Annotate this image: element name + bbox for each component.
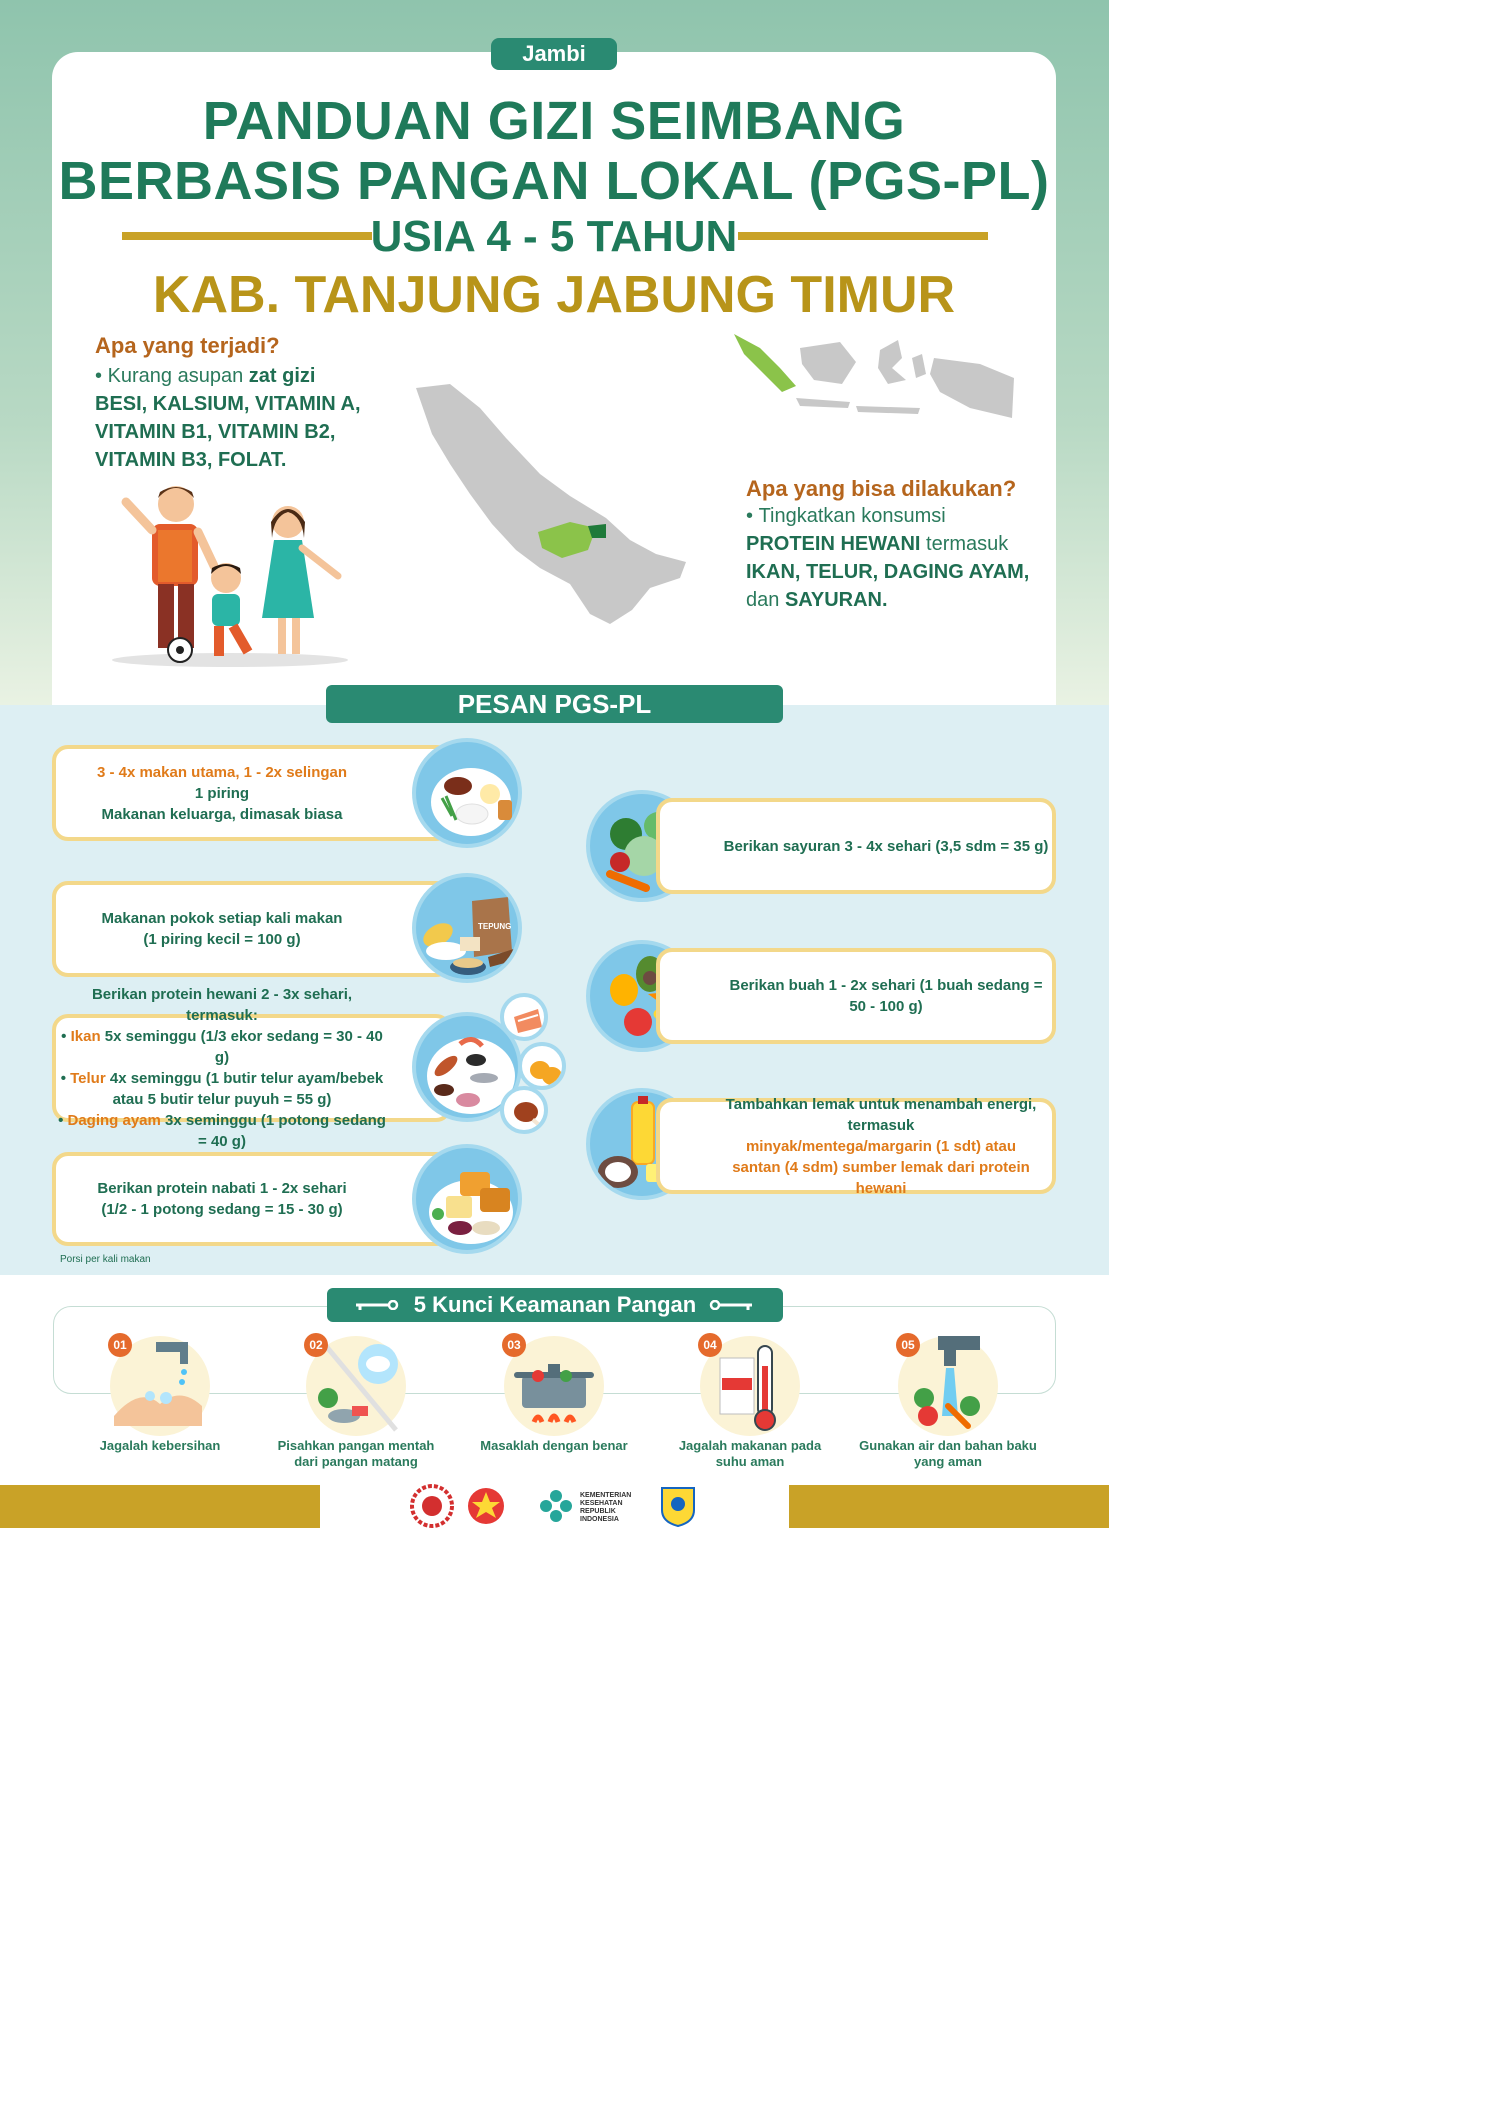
kemenkes-text [580,1492,631,1524]
message-pokok [52,881,452,977]
footer-band-left [0,1485,320,1528]
message-lemak [656,1095,1056,1197]
tepung-label: TEPUNG [478,922,512,931]
staple-food-icon [412,873,522,983]
key-icon-left [356,1300,400,1310]
kunci-label-2 [266,1438,446,1470]
kemenkes-line-4: INDONESIA [580,1516,619,1523]
message-buah [656,948,1056,1044]
kunci-num-1: 01 [108,1333,132,1357]
kemenkes-line-1: KEMENTERIAN [580,1492,632,1499]
action-text [746,502,1036,614]
kunci-num-2: 02 [304,1333,328,1357]
action-highlight-2: IKAN, TELUR, DAGING AYAM, [746,561,1030,583]
message-pokok-line2: (1 piring kecil = 100 g) [143,931,301,948]
family-illustration [108,478,353,670]
problem-title: Apa yang terjadi? [95,333,280,358]
message-hewani-ikan: • Ikan 5x seminggu (1/3 ekor sedang = 30 - 40 g) [61,1028,383,1066]
message-hewani-line1: Berikan protein hewani 2 - 3x sehari, termasuk: [91,986,353,1024]
egg-icon [518,1042,566,1090]
kunci-num-4: 04 [698,1333,722,1357]
kunci-label-2-b: dari pangan matang [294,1454,418,1469]
chicken-icon [500,1086,548,1134]
seameo-logo [410,1484,454,1528]
salmon-icon [500,993,548,1041]
kunci-label-2-a: Pisahkan pangan mentah [277,1438,435,1453]
title-line-1: PANDUAN GIZI SEIMBANG [202,91,906,151]
kemenkes-line-2: KESEHATAN [580,1500,623,1507]
kunci-label-5 [858,1438,1038,1470]
ikan-text: 5x seminggu (1/3 ekor sedang = 30 - 40 g) [104,1028,383,1066]
action-tail: dan [746,589,780,611]
key-icon-right [708,1300,752,1310]
message-buah-text: Berikan buah 1 - 2x sehari (1 buah sedang = 50 - 100 g) [729,977,1043,1015]
ayam-text: 3x seminggu (1 potong sedang = 40 g) [165,1112,386,1150]
indonesia-map [730,328,1016,428]
title-line-3: USIA 4 - 5 TAHUN [370,212,738,261]
message-nabati-line2: (1/2 - 1 potong sedang = 15 - 30 g) [101,1201,343,1218]
message-makan-line2: 1 piring [194,784,250,802]
kunci-label-1 [70,1438,250,1454]
message-hewani-telur-2: atau 5 butir telur puyuh = 55 g) [112,1091,332,1108]
action-highlight-3: SAYURAN. [784,589,888,611]
kunci-label-4-a: Jagalah makanan pada [678,1438,822,1453]
kemenkes-line-3: REPUBLIK [580,1508,616,1515]
message-hewani [52,986,452,1150]
message-nabati [52,1152,452,1246]
problem-text [95,362,365,474]
portion-note: Porsi per kali makan [60,1254,151,1265]
telur-text: 4x seminggu (1 butir telur ayam/bebek [109,1070,384,1087]
ayam-highlight: Daging ayam [67,1112,161,1129]
kunci-label-4 [660,1438,840,1470]
footer-band-right [789,1485,1109,1528]
message-makan-line3: Makanan keluarga, dimasak biasa [101,805,343,823]
kunci-label-1-a: Jagalah kebersihan [99,1438,221,1453]
kunci-title-text: 5 Kunci Keamanan Pangan [413,1292,697,1317]
ikan-highlight: Ikan [70,1028,101,1045]
plant-protein-icon [412,1144,522,1254]
kunci-num-5: 05 [896,1333,920,1357]
telur-highlight: Telur [70,1070,106,1087]
title-line-4: KAB. TANJUNG JABUNG TIMUR [152,266,956,324]
bullet: • [95,365,108,387]
action-title: Apa yang bisa dilakukan? [746,476,1017,501]
recfon-logo [464,1484,508,1528]
kunci-label-3 [464,1438,644,1454]
kunci-num-3: 03 [502,1333,526,1357]
kunci-label-5-b: yang aman [914,1454,982,1469]
kunci-label-4-b: suhu aman [715,1454,785,1469]
message-lemak-line1: Tambahkan lemak untuk menambah energi, termasuk [725,1095,1037,1134]
message-hewani-telur: • Telur 4x seminggu (1 butir telur ayam/bebek [60,1070,384,1087]
message-makan [52,745,452,841]
action-highlight-1: PROTEIN HEWANI [746,533,921,555]
kunci-label-5-a: Gunakan air dan bahan baku [859,1438,1037,1453]
action-mid: termasuk [926,533,1009,555]
message-pokok-line1: Makanan pokok setiap kali makan [101,910,343,927]
title-line-2: BERBASIS PANGAN LOKAL (PGS-PL) [58,151,1050,211]
kunci-label-3-a: Masaklah dengan benar [480,1438,628,1453]
message-nabati-line1: Berikan protein nabati 1 - 2x sehari [97,1180,347,1197]
kemenkes-logo [536,1486,576,1526]
message-lemak-line3: santan (4 sdm) sumber lemak dari protein hewani [732,1158,1030,1197]
message-sayur-text: Berikan sayuran 3 - 4x sehari (3,5 sdm = 35 g) [723,837,1049,855]
tanjabtim-logo [660,1484,696,1528]
sumatra-map [410,378,692,628]
message-hewani-ayam: • Daging ayam 3x seminggu (1 potong sedang = 40 g) [58,1112,386,1150]
region-badge: Jambi [491,38,617,70]
plate-icon [412,738,522,848]
message-makan-line1: 3 - 4x makan utama, 1 - 2x selingan [96,763,348,781]
message-lemak-line2: minyak/mentega/margarin (1 sdt) atau [745,1137,1017,1155]
action-lead: Tingkatkan konsumsi [758,505,946,527]
message-sayur [656,798,1056,894]
problem-lead: Kurang asupan [107,365,244,387]
pesan-title: PESAN PGS-PL [326,685,783,723]
bullet: • [746,505,759,527]
problem-highlight: zat gizi BESI, KALSIUM, VITAMIN A, VITAMIN B1, VITAMIN B2, VITAMIN B3, FOLAT. [95,365,361,471]
